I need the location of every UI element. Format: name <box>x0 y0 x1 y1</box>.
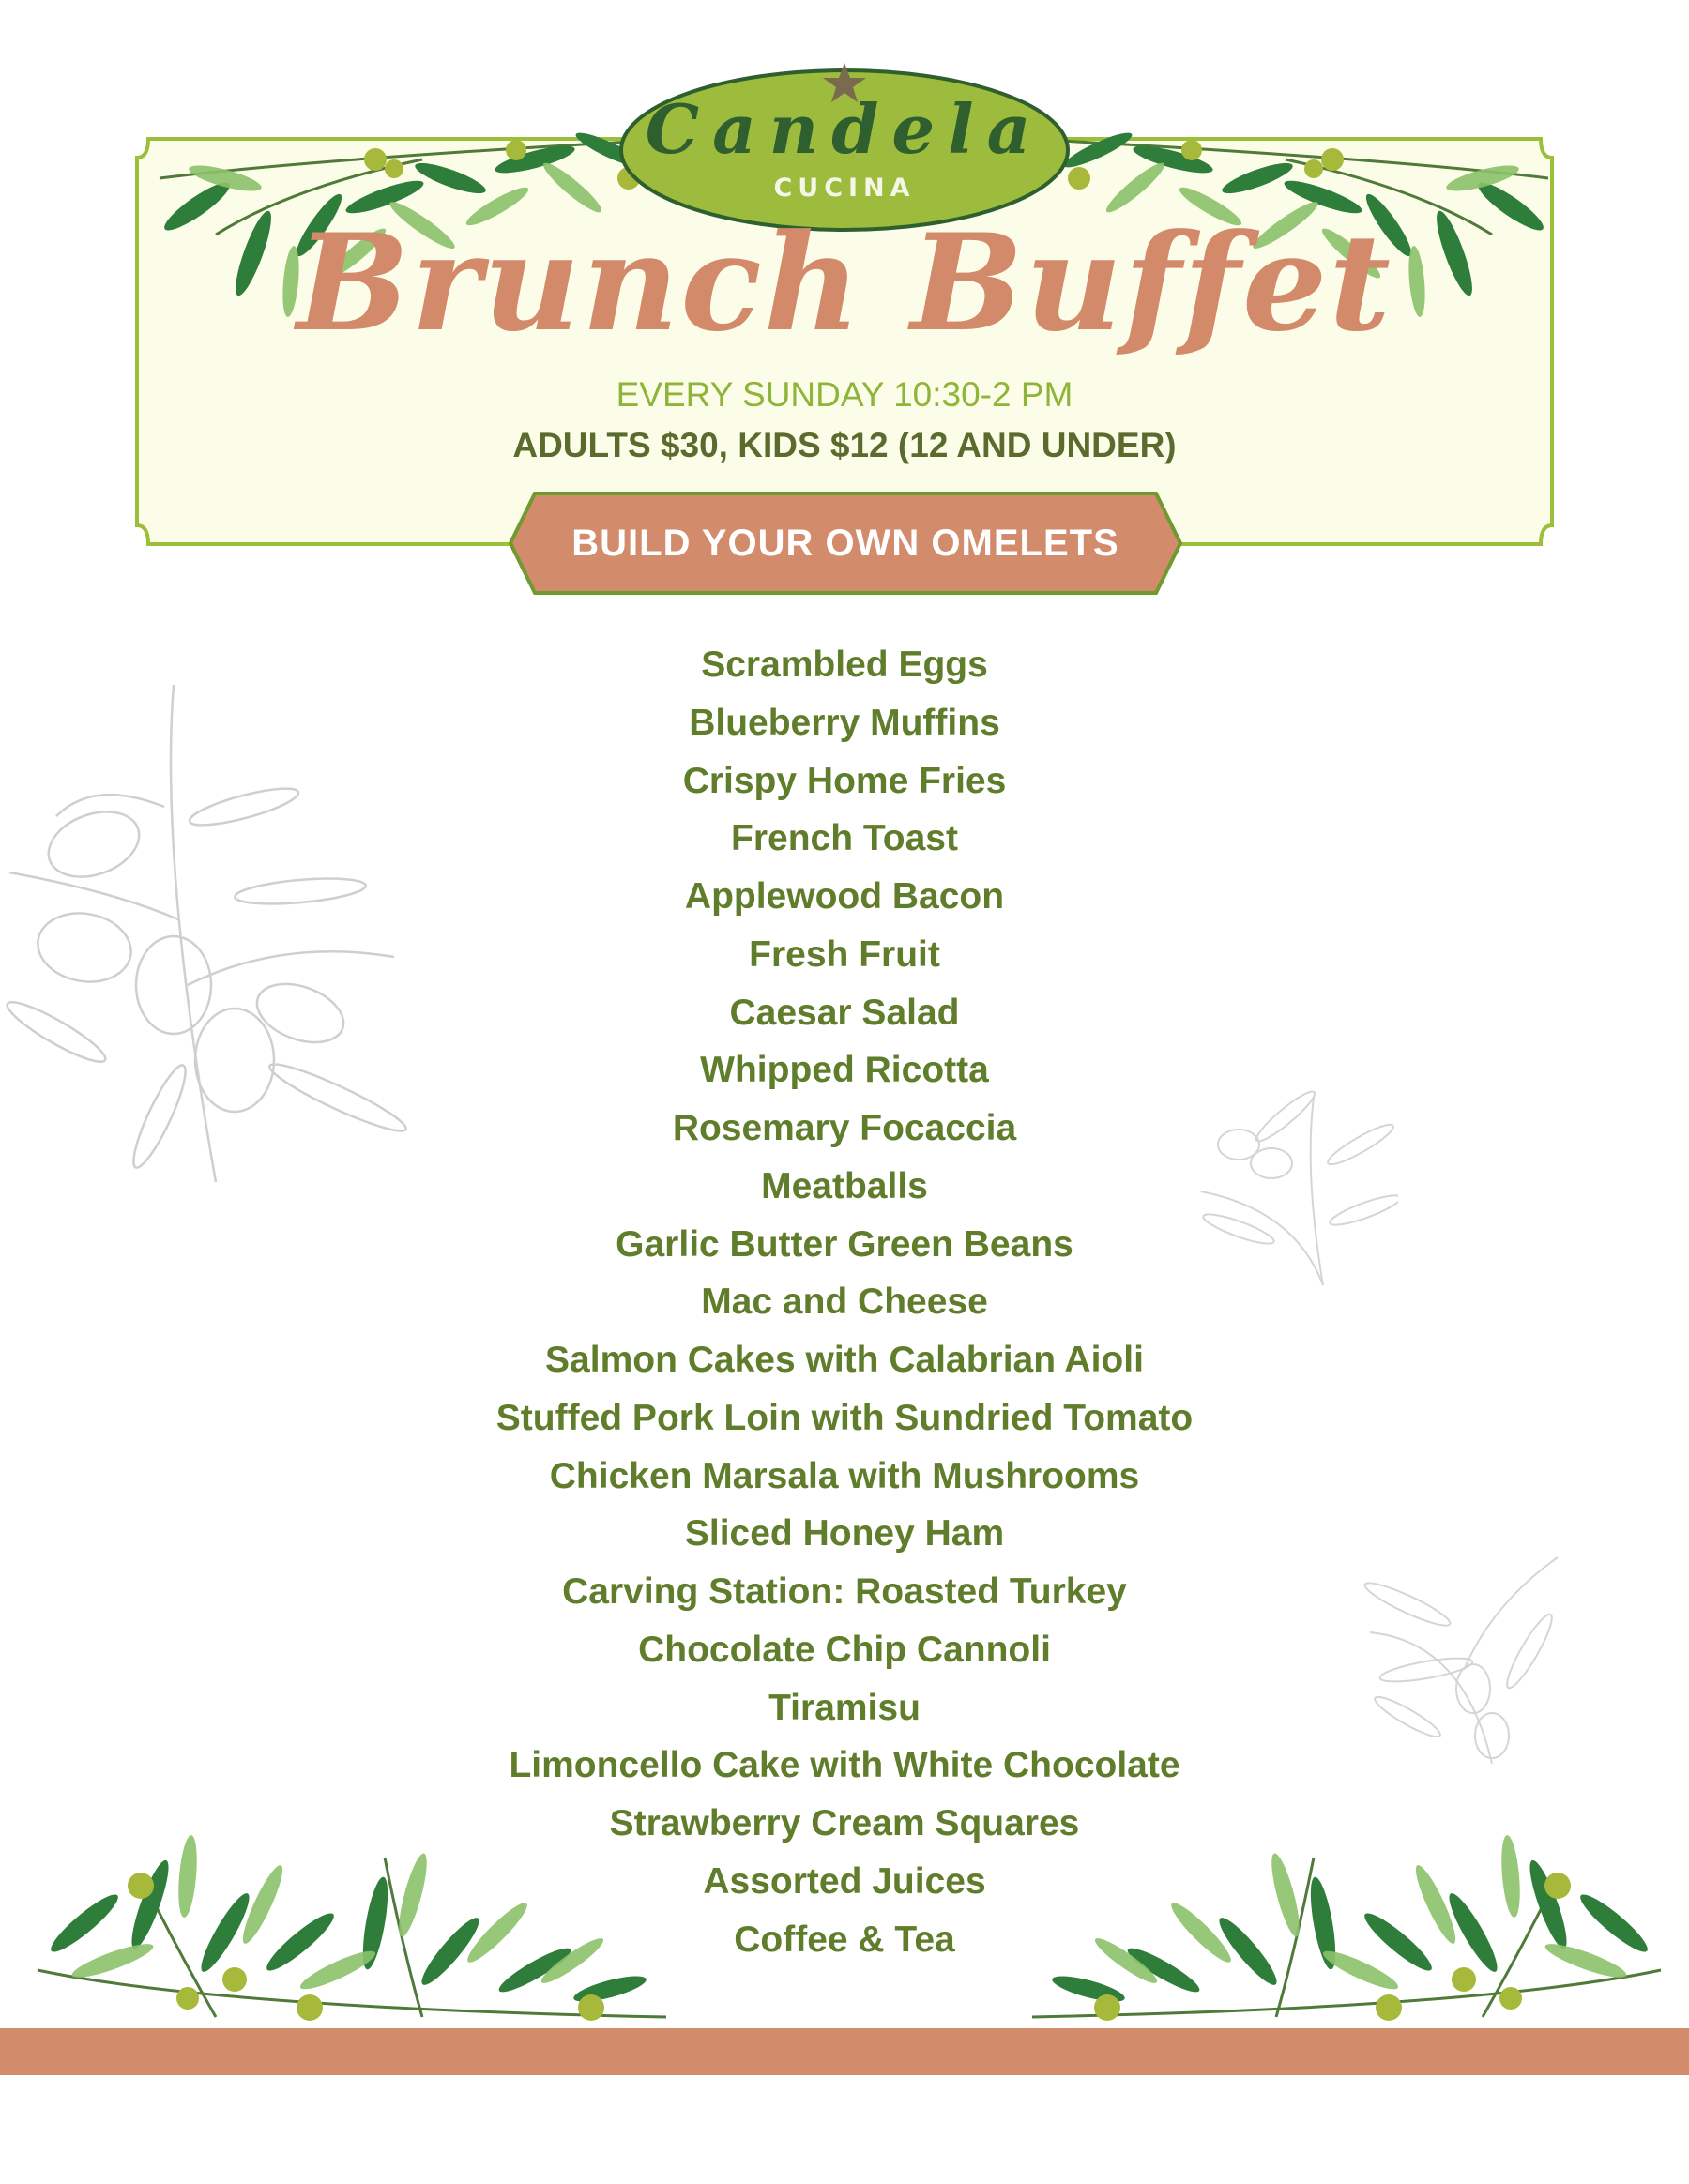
brand-subtitle: CUCINA <box>773 174 916 203</box>
omelet-banner-label: BUILD YOUR OWN OMELETS <box>571 523 1119 564</box>
menu-item: Sliced Honey Ham <box>684 1513 1005 1555</box>
menu-item: Chicken Marsala with Mushrooms <box>549 1455 1140 1496</box>
menu-item: Scrambled Eggs <box>701 645 988 685</box>
bottom-left-foliage <box>28 1820 685 2036</box>
olive-branch-sketch-lower-right <box>1351 1548 1567 1773</box>
menu-item: Crispy Home Fries <box>682 760 1007 801</box>
menu-list <box>375 636 1314 1968</box>
menu-item: Coffee & Tea <box>734 1919 955 1960</box>
page-title: Brunch Buffet <box>297 205 1392 361</box>
menu-item: Mac and Cheese <box>701 1282 988 1323</box>
menu-item: Tiramisu <box>768 1687 921 1728</box>
menu-item: Strawberry Cream Squares <box>609 1803 1080 1843</box>
menu-item: Garlic Butter Green Beans <box>616 1223 1073 1265</box>
menu-item: Meatballs <box>761 1165 928 1206</box>
menu-item: Chocolate Chip Cannoli <box>638 1629 1051 1670</box>
schedule-text: EVERY SUNDAY 10:30-2 PM <box>616 375 1073 414</box>
prices-text: ADULTS $30, KIDS $12 (12 AND UNDER) <box>512 426 1177 464</box>
menu-item: Limoncello Cake with White Chocolate <box>509 1745 1180 1786</box>
brand-name: Candela <box>645 89 1044 169</box>
menu-item: Rosemary Focaccia <box>672 1108 1017 1148</box>
menu-item: Assorted Juices <box>703 1860 986 1902</box>
menu-item: Blueberry Muffins <box>689 702 1000 743</box>
bottom-right-foliage <box>1013 1820 1670 2036</box>
menu-item: Carving Station: Roasted Turkey <box>562 1571 1127 1612</box>
menu-item: Applewood Bacon <box>684 876 1005 917</box>
menu-item: Caesar Salad <box>729 992 960 1033</box>
menu-item: Fresh Fruit <box>749 933 940 975</box>
menu-item: Whipped Ricotta <box>700 1050 989 1091</box>
menu-item: Stuffed Pork Loin with Sundried Tomato <box>495 1397 1194 1438</box>
footer-bar <box>0 2028 1689 2075</box>
menu-item: French Toast <box>731 818 958 859</box>
menu-item: Salmon Cakes with Calabrian Aioli <box>545 1340 1144 1380</box>
